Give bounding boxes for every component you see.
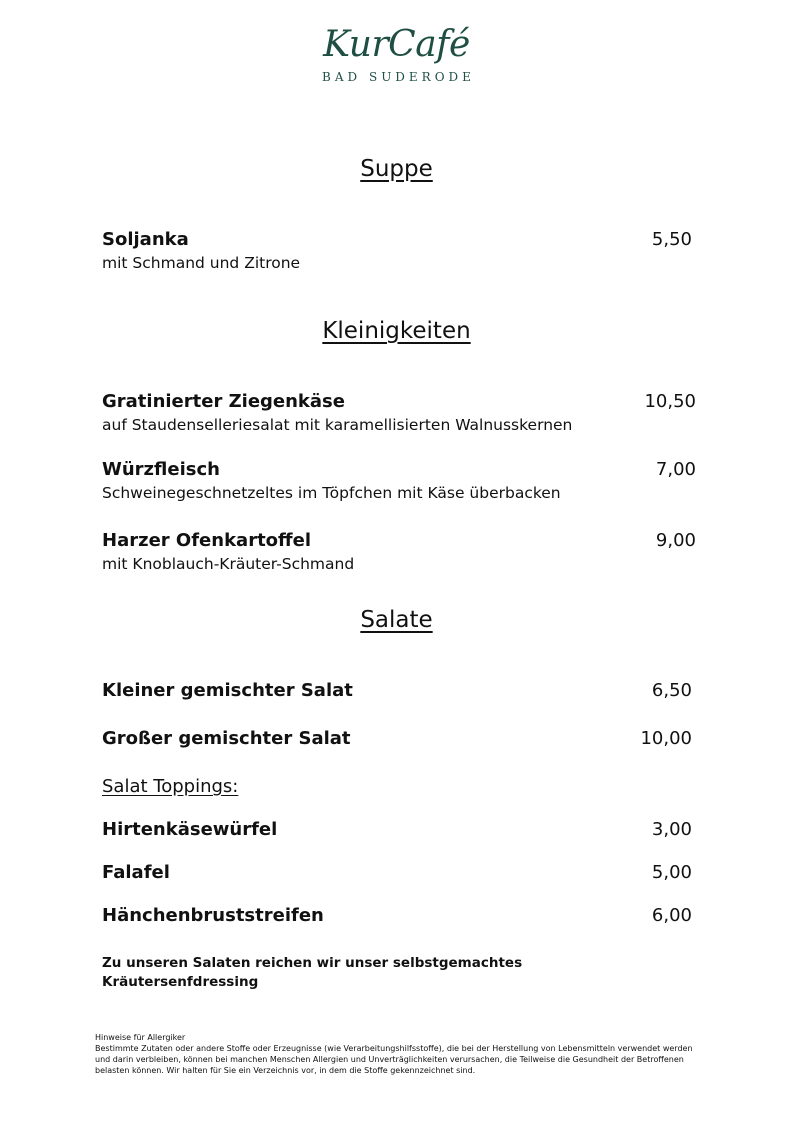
logo-wordmark: KurCafé (323, 24, 470, 65)
item-price: 5,50 (651, 229, 692, 250)
menu-item-wuerzfleisch (102, 458, 696, 504)
menu-item-grosser-salat (102, 727, 696, 751)
item-name: Kleiner gemischter Salat (102, 680, 353, 701)
allergy-title: Hinweise für Allergiker (95, 1033, 186, 1042)
topping-item-haehnchen (102, 904, 696, 928)
section-title-kleinigkeiten: Kleinigkeiten (322, 318, 471, 344)
item-description: mit Knoblauch-Kräuter-Schmand (102, 555, 355, 573)
item-name: Soljanka (102, 229, 189, 250)
item-name: Hänchenbruststreifen (102, 905, 324, 926)
menu-item-soljanka (102, 228, 696, 274)
section-title-suppe: Suppe (360, 156, 433, 182)
item-price: 7,00 (655, 459, 696, 480)
item-description: auf Staudenselleriesalat mit karamellisierten Walnusskernen (102, 416, 573, 434)
item-name: Würzfleisch (102, 459, 220, 480)
item-description: Schweinegeschnetzeltes im Töpfchen mit Käse überbacken (102, 484, 561, 502)
logo-location: BAD SUDERODE (322, 70, 475, 84)
menu-item-ofenkartoffel (102, 529, 696, 575)
item-name: Gratinierter Ziegenkäse (102, 391, 345, 412)
item-price: 10,50 (644, 391, 696, 412)
item-name: Harzer Ofenkartoffel (102, 530, 311, 551)
item-name: Hirtenkäsewürfel (102, 819, 278, 840)
topping-item-falafel (102, 861, 696, 885)
menu-item-ziegenkaese (102, 390, 696, 436)
cafe-logo (0, 22, 793, 84)
section-title-salate: Salate (360, 607, 433, 633)
toppings-heading: Salat Toppings: (102, 776, 239, 797)
menu-item-kleiner-salat (102, 679, 696, 703)
item-name: Großer gemischter Salat (102, 728, 351, 749)
topping-item-hirtenkaese (102, 818, 696, 842)
allergy-text: Bestimmte Zutaten oder andere Stoffe oder Erzeugnisse (wie Verarbeitungshilfsstoffe), die bei der Herstellung von Lebensmitteln verwendet werden und darin verbleiben, können bei manchen Menschen Allergien und Unverträglichkeiten verursachen, die Teilweise die Gesundheit der Betroffenen belasten können. Wir halten für Sie ein Verzeichnis vor, in dem die Stoffe gekennzeichnet sind. (95, 1044, 693, 1075)
item-price: 5,00 (651, 862, 692, 883)
salad-dressing-note: Zu unseren Salaten reichen wir unser selbstgemachtes Kräutersenfdressing (102, 955, 523, 990)
item-description: mit Schmand und Zitrone (102, 254, 301, 272)
item-name: Falafel (102, 862, 170, 883)
item-price: 6,00 (651, 905, 692, 926)
item-price: 6,50 (651, 680, 692, 701)
item-price: 3,00 (651, 819, 692, 840)
allergy-notice (95, 1032, 700, 1076)
item-price: 10,00 (640, 728, 692, 749)
item-price: 9,00 (655, 530, 696, 551)
